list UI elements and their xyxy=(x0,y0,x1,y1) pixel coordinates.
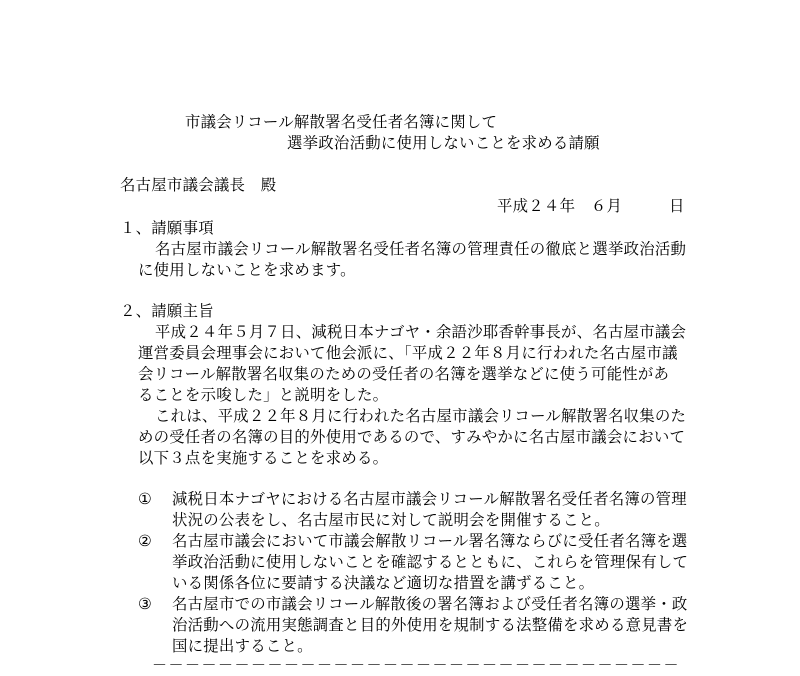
item-3-text-line: 国に提出すること。 xyxy=(172,637,313,655)
item-1-text-line: 減税日本ナゴヤにおける名古屋市議会リコール解散署名受任者名簿の管理 xyxy=(172,490,687,508)
item-2-text-line: 名古屋市議会において市議会解散リコール署名簿ならびに受任者名簿を選 xyxy=(172,532,688,550)
section-2-text-line: 会リコール解散署名収集のための受任者の名簿を選挙などに使う可能性があ xyxy=(138,365,670,383)
addressee: 名古屋市議会議長 殿 xyxy=(120,176,277,194)
title-line-2: 選挙政治活動に使用しないことを求める請願 xyxy=(287,134,600,152)
item-3-number: ③ xyxy=(138,595,153,613)
date-line: 平成２４年 ６月 日 xyxy=(497,197,685,215)
item-2-text-line: 挙政治活動に使用しないことを確認するとともに、これらを管理保有して xyxy=(172,553,689,571)
item-2-number: ② xyxy=(138,532,153,550)
section-2-text-line: めの受任者の名簿の目的外使用であるので、すみやかに名古屋市議会において xyxy=(138,428,686,446)
section-2-text-line: 以下３点を実施することを求める。 xyxy=(138,449,389,467)
section-2-heading: ２、請願主旨 xyxy=(120,302,214,320)
title-line-1: 市議会リコール解散署名受任者名簿に関して xyxy=(185,113,498,131)
item-1-text-line: 状況の公表をし、名古屋市民に対して説明会を開催すること。 xyxy=(172,511,610,529)
section-1-heading: １、請願事項 xyxy=(120,219,214,237)
section-2-text-line: 運営委員会理事会において他会派に、「平成２２年８月に行われた名古屋市議 xyxy=(138,344,678,362)
section-1-text-line: 名古屋市議会リコール解散署名受任者名簿の管理責任の徹底と選挙政治活動 xyxy=(155,240,687,258)
item-3-text-line: 治活動への流用実態調査と目的外使用を規制する法整備を求める意見書を xyxy=(172,616,689,634)
section-1-text-line: に使用しないことを求めます。 xyxy=(138,261,356,279)
section-2-text-line: ることを示唆した」と説明をした。 xyxy=(138,386,389,404)
section-2-text-line: これは、平成２２年８月に行われた名古屋市議会リコール解散署名収集のた xyxy=(155,407,687,425)
separator-line: －－－－－－－－－－－－－－－－－－－－－－－－－－－－－－－－ xyxy=(152,656,681,674)
section-2-text-line: 平成２４年５月７日、減税日本ナゴヤ・余語沙耶香幹事長が、名古屋市議会 xyxy=(155,323,687,341)
item-3-text-line: 名古屋市での市議会リコール解散後の署名簿および受任者名簿の選挙・政 xyxy=(172,595,688,613)
item-2-text-line: いる関係各位に要請する決議など適切な措置を講ずること。 xyxy=(172,574,595,592)
item-1-number: ① xyxy=(138,490,153,508)
